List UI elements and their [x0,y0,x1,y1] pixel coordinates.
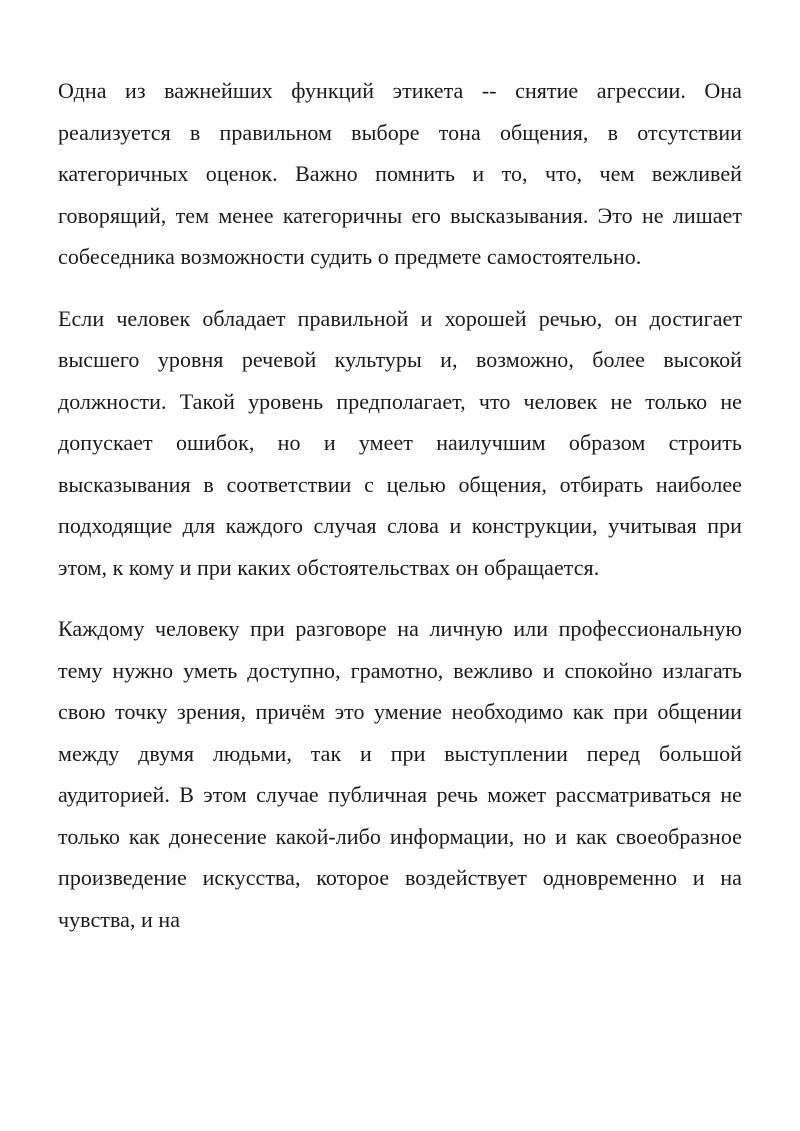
paragraph-etiquette-aggression: Одна из важнейших функций этикета -- снятие агрессии. Она реализуется в правильном выборе тона общения, в отсутствии категоричных оценок. Важно помнить и то, что, чем вежливей говорящий, тем менее категоричны его высказывания. Это не лишает собеседника возможности судить о предмете самостоятельно. [58,78,742,269]
paragraph-public-speech: Каждому человеку при разговоре на личную или профессиональную тему нужно уметь доступно, грамотно, вежливо и спокойно излагать свою точку зрения, причём это умение необходимо как при общении между двумя людьми, так и при выступлении перед большой аудиторией. В этом случае публичная речь может рассматриваться не только как донесение какой-либо информации, но и как своеобразное произведение искусства, которое воздействует одновременно и на чувства, и на [58,616,742,932]
document-page [58,70,742,960]
paragraph-speech-culture: Если человек обладает правильной и хорошей речью, он достигает высшего уровня речевой культуры и, возможно, более высокой должности. Такой уровень предполагает, что человек не только не допускает ошибок, но и умеет наилучшим образом строить высказывания в соответствии с целью общения, отбирать наиболее подходящие для каждого случая слова и конструкции, учитывая при этом, к кому и при каких обстоятельствах он обращается. [58,305,742,580]
